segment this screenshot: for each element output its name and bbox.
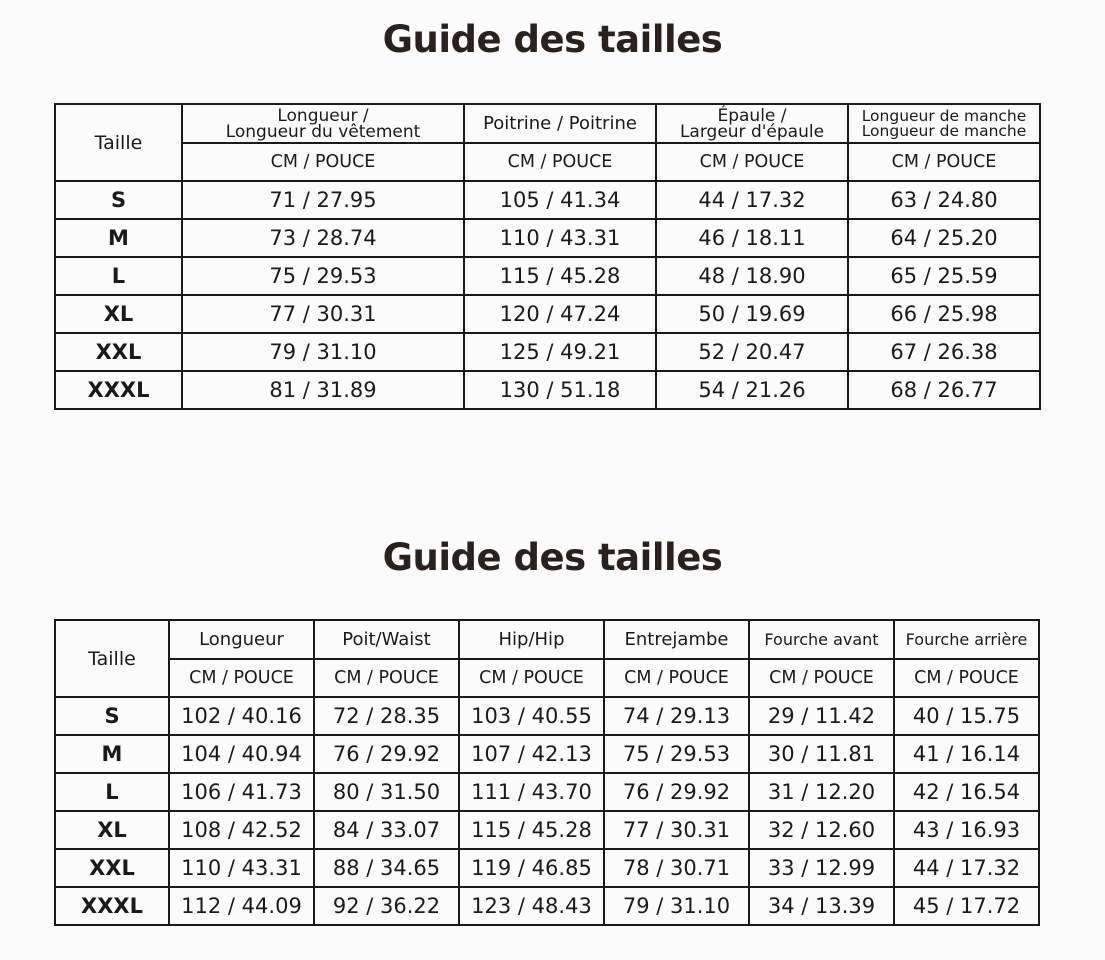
table-cell: 79 / 31.10 [182,333,464,371]
size-label: L [55,257,182,295]
table-cell: 67 / 26.38 [848,333,1040,371]
table-cell: 104 / 40.94 [169,735,314,773]
table-cell: 63 / 24.80 [848,181,1040,219]
table-cell: 103 / 40.55 [459,697,604,735]
table-cell: 42 / 16.54 [894,773,1039,811]
table-cell: 46 / 18.11 [656,219,848,257]
table-cell: 76 / 29.92 [314,735,459,773]
column-header-sleeve [848,104,1040,143]
column-header-line: Longueur du vêtement [225,121,421,142]
size-label: XL [55,811,169,849]
table-cell: 74 / 29.13 [604,697,749,735]
table-row [55,773,1039,811]
size-label: S [55,697,169,735]
table-row [55,371,1040,409]
table-cell: 34 / 13.39 [749,887,894,925]
table-cell: 105 / 41.34 [464,181,656,219]
unit-label: CM / POUCE [749,659,894,697]
size-label: XL [55,295,182,333]
table-row [55,257,1040,295]
column-header-hip: Hip/Hip [459,620,604,659]
table-cell: 92 / 36.22 [314,887,459,925]
table-cell: 78 / 30.71 [604,849,749,887]
table-cell: 75 / 29.53 [604,735,749,773]
column-header-line: Longueur / [277,105,369,126]
table-cell: 107 / 42.13 [459,735,604,773]
size-label: XXL [55,333,182,371]
size-header: Taille [55,620,169,697]
table-cell: 115 / 45.28 [464,257,656,295]
table-cell: 44 / 17.32 [894,849,1039,887]
table-cell: 75 / 29.53 [182,257,464,295]
column-header-waist: Poit/Waist [314,620,459,659]
unit-label: CM / POUCE [656,143,848,181]
column-header-length: Longueur [169,620,314,659]
table-cell: 130 / 51.18 [464,371,656,409]
header-row [55,104,1040,143]
column-header-chest: Poitrine / Poitrine [464,104,656,143]
table-cell: 79 / 31.10 [604,887,749,925]
unit-label: CM / POUCE [464,143,656,181]
size-chart-bottom [54,619,1040,926]
table-cell: 77 / 30.31 [182,295,464,333]
size-label: S [55,181,182,219]
table-cell: 50 / 19.69 [656,295,848,333]
column-header-shoulder [656,104,848,143]
table-row [55,219,1040,257]
table-cell: 52 / 20.47 [656,333,848,371]
table-cell: 31 / 12.20 [749,773,894,811]
unit-row [55,143,1040,181]
table-cell: 81 / 31.89 [182,371,464,409]
page-title-top: Guide des tailles [382,18,723,61]
table-cell: 84 / 33.07 [314,811,459,849]
column-header-line: Longueur de manche [861,106,1027,125]
table-cell: 120 / 47.24 [464,295,656,333]
table-cell: 64 / 25.20 [848,219,1040,257]
table-cell: 80 / 31.50 [314,773,459,811]
table-cell: 44 / 17.32 [656,181,848,219]
table-row [55,735,1039,773]
table-row [55,849,1039,887]
table-cell: 48 / 18.90 [656,257,848,295]
table-cell: 123 / 48.43 [459,887,604,925]
table-cell: 76 / 29.92 [604,773,749,811]
table-cell: 88 / 34.65 [314,849,459,887]
table-cell: 68 / 26.77 [848,371,1040,409]
table-row [55,333,1040,371]
unit-label: CM / POUCE [182,143,464,181]
table-row [55,697,1039,735]
column-header-line: Largeur d'épaule [679,121,825,142]
column-header-length [182,104,464,143]
table-cell: 110 / 43.31 [169,849,314,887]
size-label: XXXL [55,371,182,409]
table-cell: 110 / 43.31 [464,219,656,257]
header-row [55,620,1039,659]
table-cell: 72 / 28.35 [314,697,459,735]
unit-label: CM / POUCE [459,659,604,697]
table-cell: 119 / 46.85 [459,849,604,887]
table-cell: 115 / 45.28 [459,811,604,849]
table-cell: 65 / 25.59 [848,257,1040,295]
table-row [55,181,1040,219]
table-cell: 125 / 49.21 [464,333,656,371]
table-cell: 54 / 21.26 [656,371,848,409]
table-cell: 66 / 25.98 [848,295,1040,333]
column-header-line: Longueur de manche [861,121,1027,140]
table-cell: 43 / 16.93 [894,811,1039,849]
table-cell: 108 / 42.52 [169,811,314,849]
size-chart-top [54,103,1041,410]
size-label: XXL [55,849,169,887]
size-label: M [55,735,169,773]
unit-label: CM / POUCE [314,659,459,697]
table-cell: 102 / 40.16 [169,697,314,735]
unit-row [55,659,1039,697]
column-header-front-rise: Fourche avant [749,620,894,659]
table-cell: 32 / 12.60 [749,811,894,849]
table-cell: 77 / 30.31 [604,811,749,849]
table-cell: 106 / 41.73 [169,773,314,811]
size-header: Taille [55,104,182,181]
column-header-inseam: Entrejambe [604,620,749,659]
table-cell: 29 / 11.42 [749,697,894,735]
table-cell: 30 / 11.81 [749,735,894,773]
table-row [55,811,1039,849]
column-header-back-rise: Fourche arrière [894,620,1039,659]
table-cell: 45 / 17.72 [894,887,1039,925]
table-cell: 40 / 15.75 [894,697,1039,735]
size-label: XXXL [55,887,169,925]
table-cell: 111 / 43.70 [459,773,604,811]
unit-label: CM / POUCE [604,659,749,697]
size-label: L [55,773,169,811]
table-cell: 71 / 27.95 [182,181,464,219]
size-label: M [55,219,182,257]
table-row [55,295,1040,333]
table-cell: 112 / 44.09 [169,887,314,925]
unit-label: CM / POUCE [848,143,1040,181]
table-cell: 73 / 28.74 [182,219,464,257]
unit-label: CM / POUCE [894,659,1039,697]
unit-label: CM / POUCE [169,659,314,697]
table-row [55,887,1039,925]
page-title-bottom: Guide des tailles [382,536,723,579]
table-cell: 33 / 12.99 [749,849,894,887]
table-cell: 41 / 16.14 [894,735,1039,773]
column-header-line: Épaule / [717,105,787,126]
